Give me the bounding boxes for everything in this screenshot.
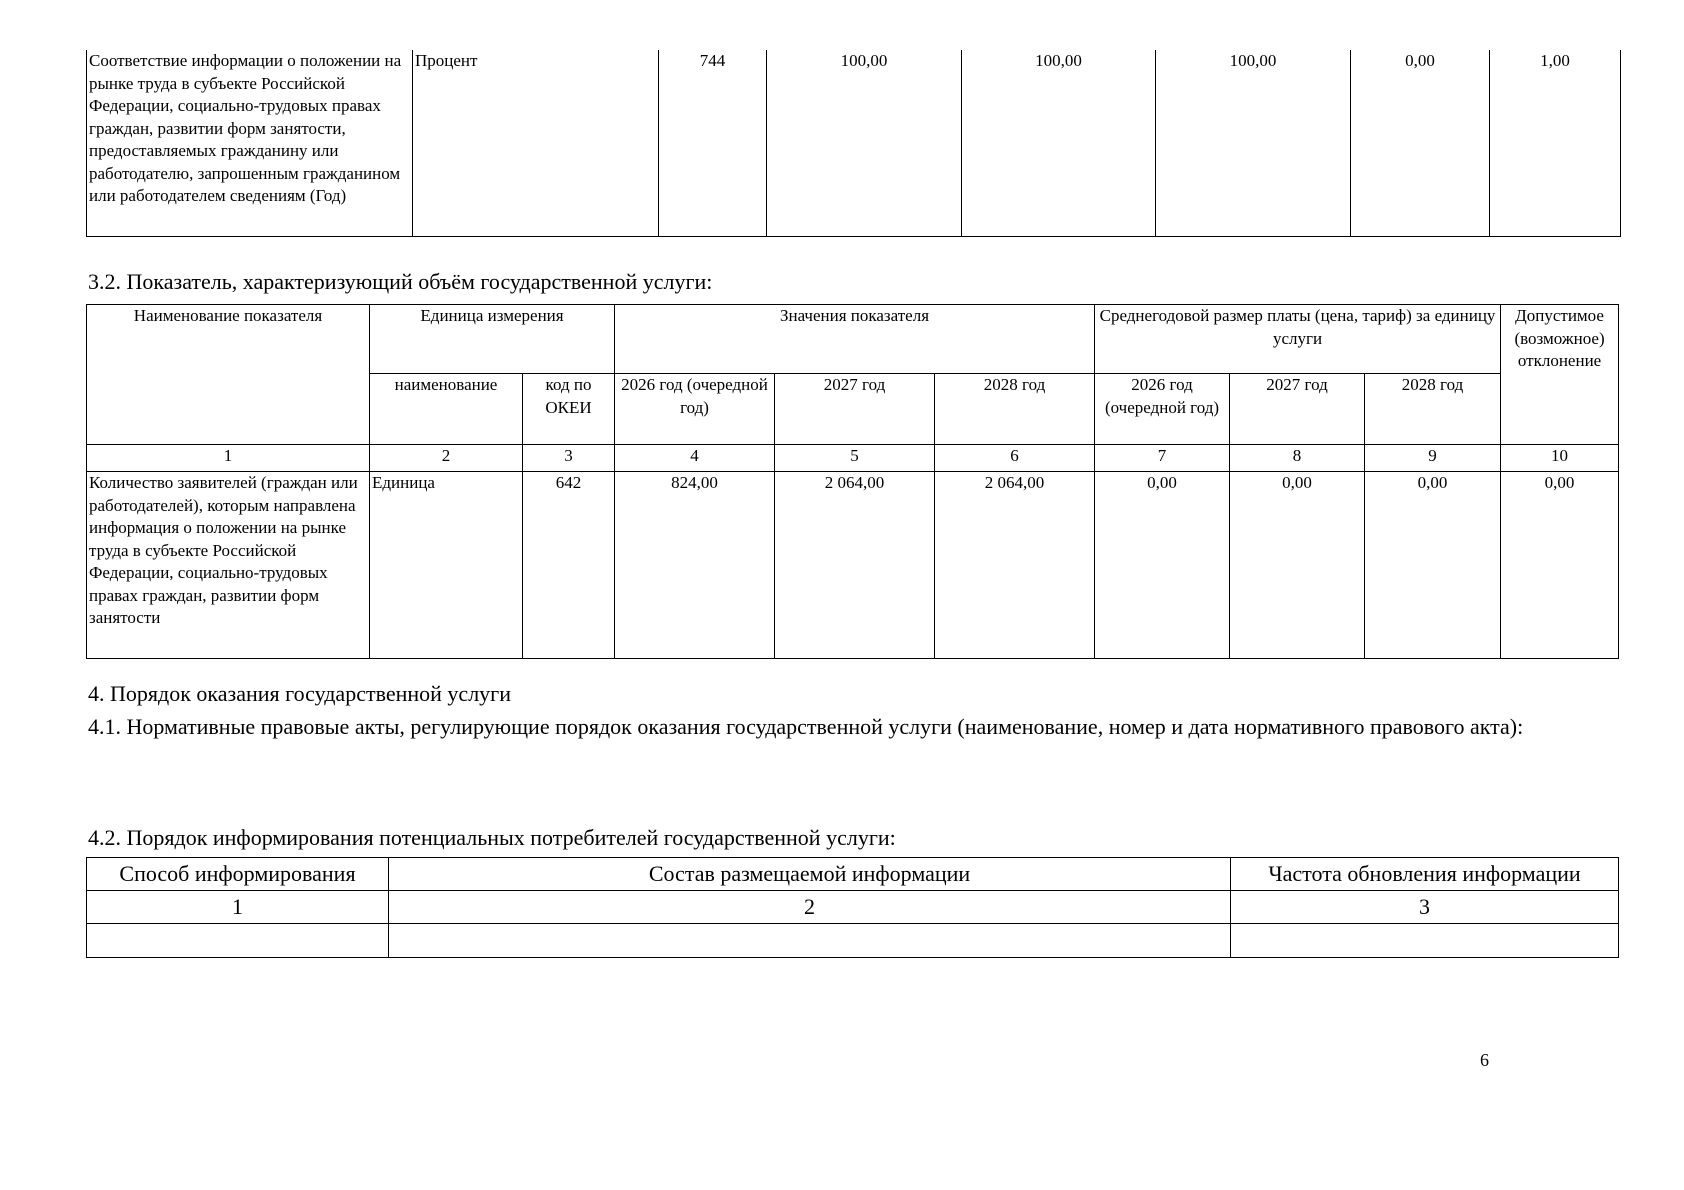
unit-cell: Единица	[370, 472, 523, 659]
section-3-2-heading: 3.2. Показатель, характеризующий объём государственной услуги:	[88, 269, 713, 294]
empty-cell	[1231, 924, 1619, 958]
okei-cell: 642	[523, 472, 615, 659]
fee-2028-cell: 0,00	[1365, 472, 1501, 659]
column-number: 2	[370, 445, 523, 472]
header-fee-2028: 2028 год	[1365, 374, 1501, 445]
column-number: 4	[615, 445, 775, 472]
column-number-row	[87, 445, 1619, 472]
column-number: 8	[1230, 445, 1365, 472]
section-4-1-heading: 4.1. Нормативные правовые акты, регулирующие порядок оказания государственной услуги (наименование, номер и дата нормативного правового акта):	[88, 714, 1524, 739]
column-number: 7	[1095, 445, 1230, 472]
quality-indicator-table-continuation	[86, 50, 1621, 237]
header-deviation: Допустимое (возможное) отклонение	[1501, 305, 1619, 445]
value-2027-cell: 100,00	[962, 50, 1156, 237]
page-number: 6	[1480, 1050, 1489, 1070]
header-fee-2026: 2026 год (очередной год)	[1095, 374, 1230, 445]
header-year-2026: 2026 год (очередной год)	[615, 374, 775, 445]
value-2028-cell: 2 064,00	[935, 472, 1095, 659]
header-values-group: Значения показателя	[615, 305, 1095, 374]
column-number: 3	[523, 445, 615, 472]
column-number: 3	[1231, 891, 1619, 924]
header-unit-group: Единица измерения	[370, 305, 615, 374]
header-info-content: Состав размещаемой информации	[389, 858, 1231, 891]
value-2027-cell: 2 064,00	[775, 472, 935, 659]
column-number: 1	[87, 445, 370, 472]
column-number-row	[87, 891, 1619, 924]
header-year-2027: 2027 год	[775, 374, 935, 445]
indicator-name-cell: Соответствие информации о положении на рынке труда в субъекте Российской Федерации, социально-трудовых правах граждан, развитии форм занятости, предоставляемых гражданину или работодателю, запрошенным гражданином или работодателем сведениям (Год)	[87, 50, 413, 237]
section-4-2-heading: 4.2. Порядок информирования потенциальных потребителей государственной услуги:	[88, 825, 896, 850]
empty-cell	[389, 924, 1231, 958]
fee-2026-cell: 0,00	[1095, 472, 1230, 659]
deviation-cell: 0,00	[1501, 472, 1619, 659]
value-2026-cell: 824,00	[615, 472, 775, 659]
fee-2027-cell: 0,00	[1230, 472, 1365, 659]
header-row-1	[87, 305, 1619, 374]
information-method-table	[86, 857, 1619, 958]
column-number: 6	[935, 445, 1095, 472]
header-fee-group: Среднегодовой размер платы (цена, тариф) за единицу услуги	[1095, 305, 1501, 374]
indicator-name-cell: Количество заявителей (граждан или работодателей), которым направлена информация о положении на рынке труда в субъекте Российской Федерации, социально-трудовых правах граждан, развитии форм занятости	[87, 472, 370, 659]
table-row	[87, 472, 1619, 659]
volume-indicator-table	[86, 304, 1619, 659]
column-number: 1	[87, 891, 389, 924]
header-unit-name: наименование	[370, 374, 523, 445]
column-number: 9	[1365, 445, 1501, 472]
column-number: 5	[775, 445, 935, 472]
header-year-2028: 2028 год	[935, 374, 1095, 445]
empty-cell	[87, 924, 389, 958]
header-info-frequency: Частота обновления информации	[1231, 858, 1619, 891]
column-number: 10	[1501, 445, 1619, 472]
unit-cell: Процент	[413, 50, 659, 237]
column-9-cell: 0,00	[1351, 50, 1490, 237]
value-2028-cell: 100,00	[1156, 50, 1351, 237]
column-10-cell: 1,00	[1490, 50, 1621, 237]
column-number: 2	[389, 891, 1231, 924]
table-row	[87, 50, 1621, 237]
header-fee-2027: 2027 год	[1230, 374, 1365, 445]
header-row	[87, 858, 1619, 891]
okei-cell: 744	[659, 50, 767, 237]
header-okei: код по ОКЕИ	[523, 374, 615, 445]
value-2026-cell: 100,00	[767, 50, 962, 237]
header-indicator-name: Наименование показателя	[87, 305, 370, 445]
header-info-method: Способ информирования	[87, 858, 389, 891]
section-4-heading: 4. Порядок оказания государственной услуги	[88, 681, 511, 706]
empty-row	[87, 924, 1619, 958]
